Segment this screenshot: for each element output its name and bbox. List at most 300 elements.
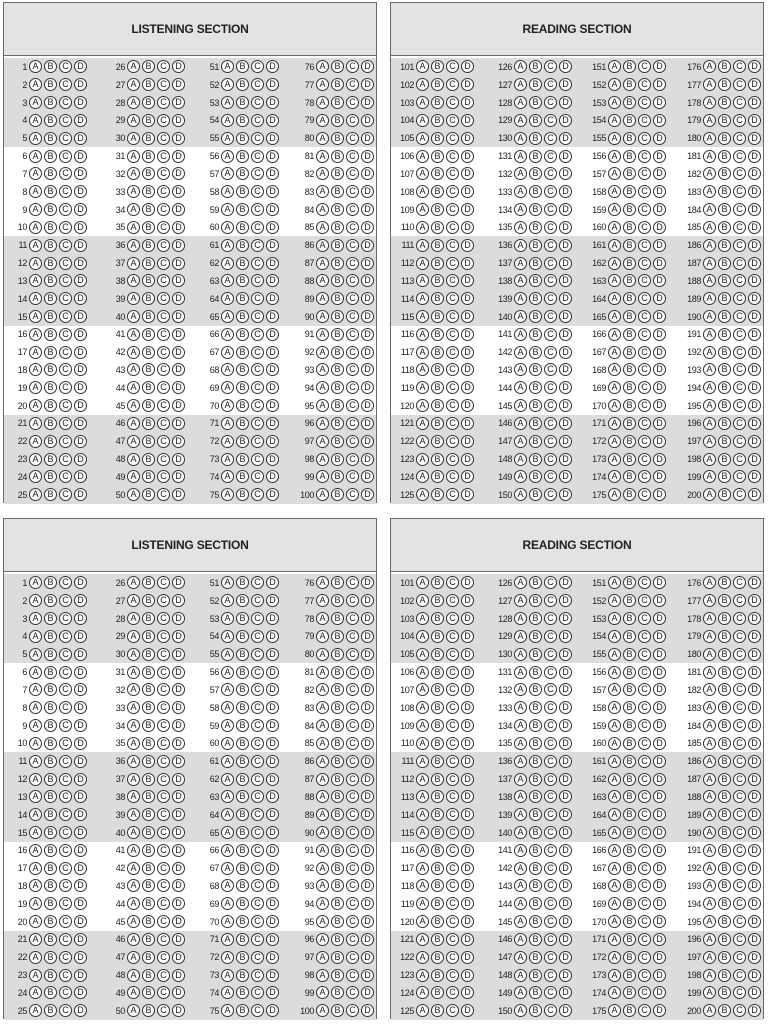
answer-bubble-c[interactable]: C: [638, 737, 651, 750]
answer-bubble-d[interactable]: D: [172, 363, 185, 376]
answer-bubble-b[interactable]: B: [718, 399, 731, 412]
answer-bubble-c[interactable]: C: [638, 755, 651, 768]
answer-bubble-a[interactable]: A: [29, 790, 42, 803]
answer-bubble-d[interactable]: D: [361, 185, 374, 198]
answer-bubble-d[interactable]: D: [461, 470, 474, 483]
answer-bubble-c[interactable]: C: [733, 132, 746, 145]
answer-bubble-b[interactable]: B: [529, 488, 542, 501]
answer-bubble-d[interactable]: D: [461, 755, 474, 768]
answer-bubble-d[interactable]: D: [74, 132, 87, 145]
answer-bubble-d[interactable]: D: [172, 203, 185, 216]
answer-bubble-c[interactable]: C: [544, 96, 557, 109]
answer-bubble-d[interactable]: D: [172, 435, 185, 448]
answer-bubble-c[interactable]: C: [251, 612, 264, 625]
answer-bubble-b[interactable]: B: [142, 844, 155, 857]
answer-bubble-c[interactable]: C: [251, 808, 264, 821]
answer-bubble-a[interactable]: A: [514, 257, 527, 270]
answer-bubble-d[interactable]: D: [266, 630, 279, 643]
answer-bubble-a[interactable]: A: [29, 310, 42, 323]
answer-bubble-a[interactable]: A: [608, 630, 621, 643]
answer-bubble-b[interactable]: B: [142, 132, 155, 145]
answer-bubble-d[interactable]: D: [74, 60, 87, 73]
answer-bubble-d[interactable]: D: [653, 790, 666, 803]
answer-bubble-a[interactable]: A: [221, 683, 234, 696]
answer-bubble-b[interactable]: B: [529, 221, 542, 234]
answer-bubble-c[interactable]: C: [157, 328, 170, 341]
answer-bubble-a[interactable]: A: [703, 470, 716, 483]
answer-bubble-a[interactable]: A: [127, 78, 140, 91]
answer-bubble-a[interactable]: A: [416, 755, 429, 768]
answer-bubble-a[interactable]: A: [29, 719, 42, 732]
answer-bubble-c[interactable]: C: [59, 114, 72, 127]
answer-bubble-b[interactable]: B: [331, 648, 344, 661]
answer-bubble-c[interactable]: C: [544, 363, 557, 376]
answer-bubble-c[interactable]: C: [638, 826, 651, 839]
answer-bubble-a[interactable]: A: [416, 150, 429, 163]
answer-bubble-d[interactable]: D: [653, 630, 666, 643]
answer-bubble-c[interactable]: C: [638, 114, 651, 127]
answer-bubble-d[interactable]: D: [461, 132, 474, 145]
answer-bubble-c[interactable]: C: [544, 417, 557, 430]
answer-bubble-b[interactable]: B: [236, 381, 249, 394]
answer-bubble-a[interactable]: A: [221, 399, 234, 412]
answer-bubble-a[interactable]: A: [29, 648, 42, 661]
answer-bubble-c[interactable]: C: [59, 630, 72, 643]
answer-bubble-d[interactable]: D: [559, 310, 572, 323]
answer-bubble-d[interactable]: D: [748, 773, 761, 786]
answer-bubble-d[interactable]: D: [74, 221, 87, 234]
answer-bubble-b[interactable]: B: [718, 969, 731, 982]
answer-bubble-a[interactable]: A: [514, 897, 527, 910]
answer-bubble-a[interactable]: A: [514, 274, 527, 287]
answer-bubble-c[interactable]: C: [733, 310, 746, 323]
answer-bubble-b[interactable]: B: [431, 969, 444, 982]
answer-bubble-b[interactable]: B: [331, 719, 344, 732]
answer-bubble-d[interactable]: D: [748, 381, 761, 394]
answer-bubble-d[interactable]: D: [266, 310, 279, 323]
answer-bubble-a[interactable]: A: [29, 879, 42, 892]
answer-bubble-b[interactable]: B: [529, 203, 542, 216]
answer-bubble-a[interactable]: A: [608, 737, 621, 750]
answer-bubble-a[interactable]: A: [29, 470, 42, 483]
answer-bubble-b[interactable]: B: [331, 221, 344, 234]
answer-bubble-d[interactable]: D: [266, 862, 279, 875]
answer-bubble-a[interactable]: A: [608, 346, 621, 359]
answer-bubble-b[interactable]: B: [236, 435, 249, 448]
answer-bubble-c[interactable]: C: [59, 755, 72, 768]
answer-bubble-d[interactable]: D: [74, 701, 87, 714]
answer-bubble-d[interactable]: D: [748, 969, 761, 982]
answer-bubble-c[interactable]: C: [733, 239, 746, 252]
answer-bubble-c[interactable]: C: [157, 737, 170, 750]
answer-bubble-c[interactable]: C: [346, 969, 359, 982]
answer-bubble-a[interactable]: A: [514, 576, 527, 589]
answer-bubble-d[interactable]: D: [361, 576, 374, 589]
answer-bubble-d[interactable]: D: [74, 257, 87, 270]
answer-bubble-a[interactable]: A: [514, 185, 527, 198]
answer-bubble-a[interactable]: A: [316, 399, 329, 412]
answer-bubble-c[interactable]: C: [59, 969, 72, 982]
answer-bubble-d[interactable]: D: [266, 363, 279, 376]
answer-bubble-c[interactable]: C: [59, 719, 72, 732]
answer-bubble-b[interactable]: B: [44, 666, 57, 679]
answer-bubble-b[interactable]: B: [718, 808, 731, 821]
answer-bubble-c[interactable]: C: [157, 701, 170, 714]
answer-bubble-b[interactable]: B: [331, 1004, 344, 1017]
answer-bubble-d[interactable]: D: [74, 594, 87, 607]
answer-bubble-a[interactable]: A: [127, 1004, 140, 1017]
answer-bubble-d[interactable]: D: [74, 185, 87, 198]
answer-bubble-c[interactable]: C: [157, 310, 170, 323]
answer-bubble-a[interactable]: A: [221, 221, 234, 234]
answer-bubble-b[interactable]: B: [529, 96, 542, 109]
answer-bubble-d[interactable]: D: [653, 666, 666, 679]
answer-bubble-a[interactable]: A: [416, 185, 429, 198]
answer-bubble-c[interactable]: C: [446, 470, 459, 483]
answer-bubble-a[interactable]: A: [416, 879, 429, 892]
answer-bubble-d[interactable]: D: [361, 488, 374, 501]
answer-bubble-a[interactable]: A: [608, 78, 621, 91]
answer-bubble-a[interactable]: A: [416, 435, 429, 448]
answer-bubble-b[interactable]: B: [331, 132, 344, 145]
answer-bubble-d[interactable]: D: [461, 790, 474, 803]
answer-bubble-c[interactable]: C: [638, 328, 651, 341]
answer-bubble-a[interactable]: A: [608, 683, 621, 696]
answer-bubble-b[interactable]: B: [331, 363, 344, 376]
answer-bubble-b[interactable]: B: [623, 167, 636, 180]
answer-bubble-a[interactable]: A: [608, 576, 621, 589]
answer-bubble-d[interactable]: D: [361, 78, 374, 91]
answer-bubble-d[interactable]: D: [748, 630, 761, 643]
answer-bubble-b[interactable]: B: [431, 737, 444, 750]
answer-bubble-a[interactable]: A: [416, 773, 429, 786]
answer-bubble-b[interactable]: B: [431, 594, 444, 607]
answer-bubble-d[interactable]: D: [74, 576, 87, 589]
answer-bubble-d[interactable]: D: [361, 986, 374, 999]
answer-bubble-d[interactable]: D: [172, 167, 185, 180]
answer-bubble-d[interactable]: D: [361, 933, 374, 946]
answer-bubble-b[interactable]: B: [44, 648, 57, 661]
answer-bubble-d[interactable]: D: [559, 683, 572, 696]
answer-bubble-d[interactable]: D: [266, 719, 279, 732]
answer-bubble-a[interactable]: A: [416, 594, 429, 607]
answer-bubble-d[interactable]: D: [74, 399, 87, 412]
answer-bubble-d[interactable]: D: [361, 435, 374, 448]
answer-bubble-d[interactable]: D: [653, 576, 666, 589]
answer-bubble-d[interactable]: D: [653, 60, 666, 73]
answer-bubble-b[interactable]: B: [529, 666, 542, 679]
answer-bubble-d[interactable]: D: [653, 417, 666, 430]
answer-bubble-a[interactable]: A: [703, 826, 716, 839]
answer-bubble-a[interactable]: A: [608, 417, 621, 430]
answer-bubble-c[interactable]: C: [638, 399, 651, 412]
answer-bubble-d[interactable]: D: [266, 435, 279, 448]
answer-bubble-c[interactable]: C: [638, 701, 651, 714]
answer-bubble-b[interactable]: B: [44, 773, 57, 786]
answer-bubble-a[interactable]: A: [127, 826, 140, 839]
answer-bubble-b[interactable]: B: [331, 185, 344, 198]
answer-bubble-d[interactable]: D: [361, 417, 374, 430]
answer-bubble-c[interactable]: C: [346, 755, 359, 768]
answer-bubble-a[interactable]: A: [514, 470, 527, 483]
answer-bubble-c[interactable]: C: [638, 150, 651, 163]
answer-bubble-b[interactable]: B: [142, 257, 155, 270]
answer-bubble-c[interactable]: C: [59, 346, 72, 359]
answer-bubble-c[interactable]: C: [638, 96, 651, 109]
answer-bubble-b[interactable]: B: [718, 488, 731, 501]
answer-bubble-c[interactable]: C: [446, 951, 459, 964]
answer-bubble-d[interactable]: D: [559, 292, 572, 305]
answer-bubble-b[interactable]: B: [623, 488, 636, 501]
answer-bubble-b[interactable]: B: [529, 453, 542, 466]
answer-bubble-c[interactable]: C: [446, 1004, 459, 1017]
answer-bubble-c[interactable]: C: [638, 915, 651, 928]
answer-bubble-b[interactable]: B: [623, 737, 636, 750]
answer-bubble-a[interactable]: A: [29, 576, 42, 589]
answer-bubble-c[interactable]: C: [638, 470, 651, 483]
answer-bubble-a[interactable]: A: [608, 719, 621, 732]
answer-bubble-c[interactable]: C: [251, 346, 264, 359]
answer-bubble-a[interactable]: A: [127, 683, 140, 696]
answer-bubble-b[interactable]: B: [331, 167, 344, 180]
answer-bubble-b[interactable]: B: [529, 239, 542, 252]
answer-bubble-d[interactable]: D: [74, 612, 87, 625]
answer-bubble-c[interactable]: C: [733, 897, 746, 910]
answer-bubble-b[interactable]: B: [623, 808, 636, 821]
answer-bubble-c[interactable]: C: [733, 986, 746, 999]
answer-bubble-a[interactable]: A: [416, 915, 429, 928]
answer-bubble-c[interactable]: C: [346, 951, 359, 964]
answer-bubble-d[interactable]: D: [559, 986, 572, 999]
answer-bubble-a[interactable]: A: [703, 986, 716, 999]
answer-bubble-c[interactable]: C: [638, 790, 651, 803]
answer-bubble-b[interactable]: B: [142, 114, 155, 127]
answer-bubble-b[interactable]: B: [142, 150, 155, 163]
answer-bubble-a[interactable]: A: [29, 986, 42, 999]
answer-bubble-d[interactable]: D: [266, 292, 279, 305]
answer-bubble-c[interactable]: C: [157, 897, 170, 910]
answer-bubble-b[interactable]: B: [431, 648, 444, 661]
answer-bubble-d[interactable]: D: [461, 274, 474, 287]
answer-bubble-d[interactable]: D: [172, 78, 185, 91]
answer-bubble-c[interactable]: C: [157, 844, 170, 857]
answer-bubble-a[interactable]: A: [127, 274, 140, 287]
answer-bubble-a[interactable]: A: [29, 346, 42, 359]
answer-bubble-a[interactable]: A: [703, 239, 716, 252]
answer-bubble-b[interactable]: B: [718, 203, 731, 216]
answer-bubble-c[interactable]: C: [346, 666, 359, 679]
answer-bubble-b[interactable]: B: [44, 417, 57, 430]
answer-bubble-b[interactable]: B: [142, 897, 155, 910]
answer-bubble-a[interactable]: A: [316, 630, 329, 643]
answer-bubble-a[interactable]: A: [127, 257, 140, 270]
answer-bubble-b[interactable]: B: [331, 114, 344, 127]
answer-bubble-c[interactable]: C: [733, 755, 746, 768]
answer-bubble-d[interactable]: D: [361, 114, 374, 127]
answer-bubble-b[interactable]: B: [331, 346, 344, 359]
answer-bubble-c[interactable]: C: [346, 648, 359, 661]
answer-bubble-c[interactable]: C: [251, 683, 264, 696]
answer-bubble-d[interactable]: D: [559, 951, 572, 964]
answer-bubble-a[interactable]: A: [29, 185, 42, 198]
answer-bubble-a[interactable]: A: [29, 239, 42, 252]
answer-bubble-b[interactable]: B: [44, 239, 57, 252]
answer-bubble-d[interactable]: D: [461, 381, 474, 394]
answer-bubble-b[interactable]: B: [331, 96, 344, 109]
answer-bubble-d[interactable]: D: [559, 701, 572, 714]
answer-bubble-b[interactable]: B: [142, 185, 155, 198]
answer-bubble-b[interactable]: B: [431, 60, 444, 73]
answer-bubble-a[interactable]: A: [608, 310, 621, 323]
answer-bubble-d[interactable]: D: [748, 826, 761, 839]
answer-bubble-b[interactable]: B: [44, 274, 57, 287]
answer-bubble-a[interactable]: A: [316, 132, 329, 145]
answer-bubble-d[interactable]: D: [266, 399, 279, 412]
answer-bubble-c[interactable]: C: [544, 701, 557, 714]
answer-bubble-c[interactable]: C: [251, 594, 264, 607]
answer-bubble-b[interactable]: B: [431, 862, 444, 875]
answer-bubble-d[interactable]: D: [172, 488, 185, 501]
answer-bubble-b[interactable]: B: [142, 755, 155, 768]
answer-bubble-c[interactable]: C: [733, 114, 746, 127]
answer-bubble-c[interactable]: C: [251, 239, 264, 252]
answer-bubble-b[interactable]: B: [623, 915, 636, 928]
answer-bubble-b[interactable]: B: [44, 60, 57, 73]
answer-bubble-d[interactable]: D: [653, 167, 666, 180]
answer-bubble-a[interactable]: A: [608, 844, 621, 857]
answer-bubble-a[interactable]: A: [703, 417, 716, 430]
answer-bubble-d[interactable]: D: [172, 879, 185, 892]
answer-bubble-b[interactable]: B: [44, 381, 57, 394]
answer-bubble-d[interactable]: D: [266, 844, 279, 857]
answer-bubble-b[interactable]: B: [718, 666, 731, 679]
answer-bubble-d[interactable]: D: [172, 915, 185, 928]
answer-bubble-c[interactable]: C: [346, 417, 359, 430]
answer-bubble-c[interactable]: C: [638, 292, 651, 305]
answer-bubble-b[interactable]: B: [529, 594, 542, 607]
answer-bubble-a[interactable]: A: [514, 737, 527, 750]
answer-bubble-a[interactable]: A: [416, 328, 429, 341]
answer-bubble-c[interactable]: C: [59, 666, 72, 679]
answer-bubble-a[interactable]: A: [316, 844, 329, 857]
answer-bubble-d[interactable]: D: [172, 826, 185, 839]
answer-bubble-c[interactable]: C: [251, 470, 264, 483]
answer-bubble-d[interactable]: D: [361, 808, 374, 821]
answer-bubble-b[interactable]: B: [623, 60, 636, 73]
answer-bubble-c[interactable]: C: [157, 648, 170, 661]
answer-bubble-a[interactable]: A: [316, 879, 329, 892]
answer-bubble-b[interactable]: B: [718, 612, 731, 625]
answer-bubble-c[interactable]: C: [157, 363, 170, 376]
answer-bubble-c[interactable]: C: [251, 453, 264, 466]
answer-bubble-b[interactable]: B: [623, 683, 636, 696]
answer-bubble-a[interactable]: A: [316, 150, 329, 163]
answer-bubble-c[interactable]: C: [59, 435, 72, 448]
answer-bubble-d[interactable]: D: [461, 648, 474, 661]
answer-bubble-a[interactable]: A: [703, 381, 716, 394]
answer-bubble-b[interactable]: B: [623, 435, 636, 448]
answer-bubble-b[interactable]: B: [623, 576, 636, 589]
answer-bubble-c[interactable]: C: [544, 737, 557, 750]
answer-bubble-c[interactable]: C: [638, 310, 651, 323]
answer-bubble-d[interactable]: D: [559, 808, 572, 821]
answer-bubble-a[interactable]: A: [127, 808, 140, 821]
answer-bubble-a[interactable]: A: [416, 292, 429, 305]
answer-bubble-a[interactable]: A: [703, 132, 716, 145]
answer-bubble-b[interactable]: B: [331, 239, 344, 252]
answer-bubble-b[interactable]: B: [142, 60, 155, 73]
answer-bubble-a[interactable]: A: [608, 773, 621, 786]
answer-bubble-d[interactable]: D: [266, 737, 279, 750]
answer-bubble-c[interactable]: C: [638, 221, 651, 234]
answer-bubble-b[interactable]: B: [623, 630, 636, 643]
answer-bubble-c[interactable]: C: [157, 755, 170, 768]
answer-bubble-d[interactable]: D: [266, 274, 279, 287]
answer-bubble-c[interactable]: C: [446, 167, 459, 180]
answer-bubble-d[interactable]: D: [266, 683, 279, 696]
answer-bubble-d[interactable]: D: [559, 167, 572, 180]
answer-bubble-b[interactable]: B: [236, 60, 249, 73]
answer-bubble-c[interactable]: C: [346, 986, 359, 999]
answer-bubble-a[interactable]: A: [29, 630, 42, 643]
answer-bubble-b[interactable]: B: [529, 470, 542, 483]
answer-bubble-d[interactable]: D: [461, 488, 474, 501]
answer-bubble-a[interactable]: A: [127, 969, 140, 982]
answer-bubble-d[interactable]: D: [266, 60, 279, 73]
answer-bubble-a[interactable]: A: [316, 826, 329, 839]
answer-bubble-b[interactable]: B: [431, 150, 444, 163]
answer-bubble-a[interactable]: A: [316, 78, 329, 91]
answer-bubble-b[interactable]: B: [236, 363, 249, 376]
answer-bubble-d[interactable]: D: [559, 488, 572, 501]
answer-bubble-c[interactable]: C: [157, 60, 170, 73]
answer-bubble-b[interactable]: B: [623, 310, 636, 323]
answer-bubble-a[interactable]: A: [703, 737, 716, 750]
answer-bubble-d[interactable]: D: [653, 363, 666, 376]
answer-bubble-a[interactable]: A: [127, 453, 140, 466]
answer-bubble-d[interactable]: D: [559, 381, 572, 394]
answer-bubble-a[interactable]: A: [221, 1004, 234, 1017]
answer-bubble-b[interactable]: B: [331, 612, 344, 625]
answer-bubble-b[interactable]: B: [44, 185, 57, 198]
answer-bubble-a[interactable]: A: [127, 933, 140, 946]
answer-bubble-c[interactable]: C: [157, 150, 170, 163]
answer-bubble-c[interactable]: C: [59, 683, 72, 696]
answer-bubble-d[interactable]: D: [653, 808, 666, 821]
answer-bubble-a[interactable]: A: [416, 346, 429, 359]
answer-bubble-b[interactable]: B: [142, 576, 155, 589]
answer-bubble-d[interactable]: D: [172, 576, 185, 589]
answer-bubble-d[interactable]: D: [361, 826, 374, 839]
answer-bubble-c[interactable]: C: [446, 612, 459, 625]
answer-bubble-b[interactable]: B: [44, 986, 57, 999]
answer-bubble-c[interactable]: C: [544, 185, 557, 198]
answer-bubble-b[interactable]: B: [718, 576, 731, 589]
answer-bubble-a[interactable]: A: [221, 363, 234, 376]
answer-bubble-b[interactable]: B: [331, 808, 344, 821]
answer-bubble-b[interactable]: B: [623, 399, 636, 412]
answer-bubble-b[interactable]: B: [529, 862, 542, 875]
answer-bubble-d[interactable]: D: [748, 612, 761, 625]
answer-bubble-d[interactable]: D: [74, 417, 87, 430]
answer-bubble-a[interactable]: A: [29, 826, 42, 839]
answer-bubble-c[interactable]: C: [157, 78, 170, 91]
answer-bubble-b[interactable]: B: [44, 879, 57, 892]
answer-bubble-c[interactable]: C: [346, 346, 359, 359]
answer-bubble-d[interactable]: D: [653, 292, 666, 305]
answer-bubble-b[interactable]: B: [142, 417, 155, 430]
answer-bubble-a[interactable]: A: [608, 951, 621, 964]
